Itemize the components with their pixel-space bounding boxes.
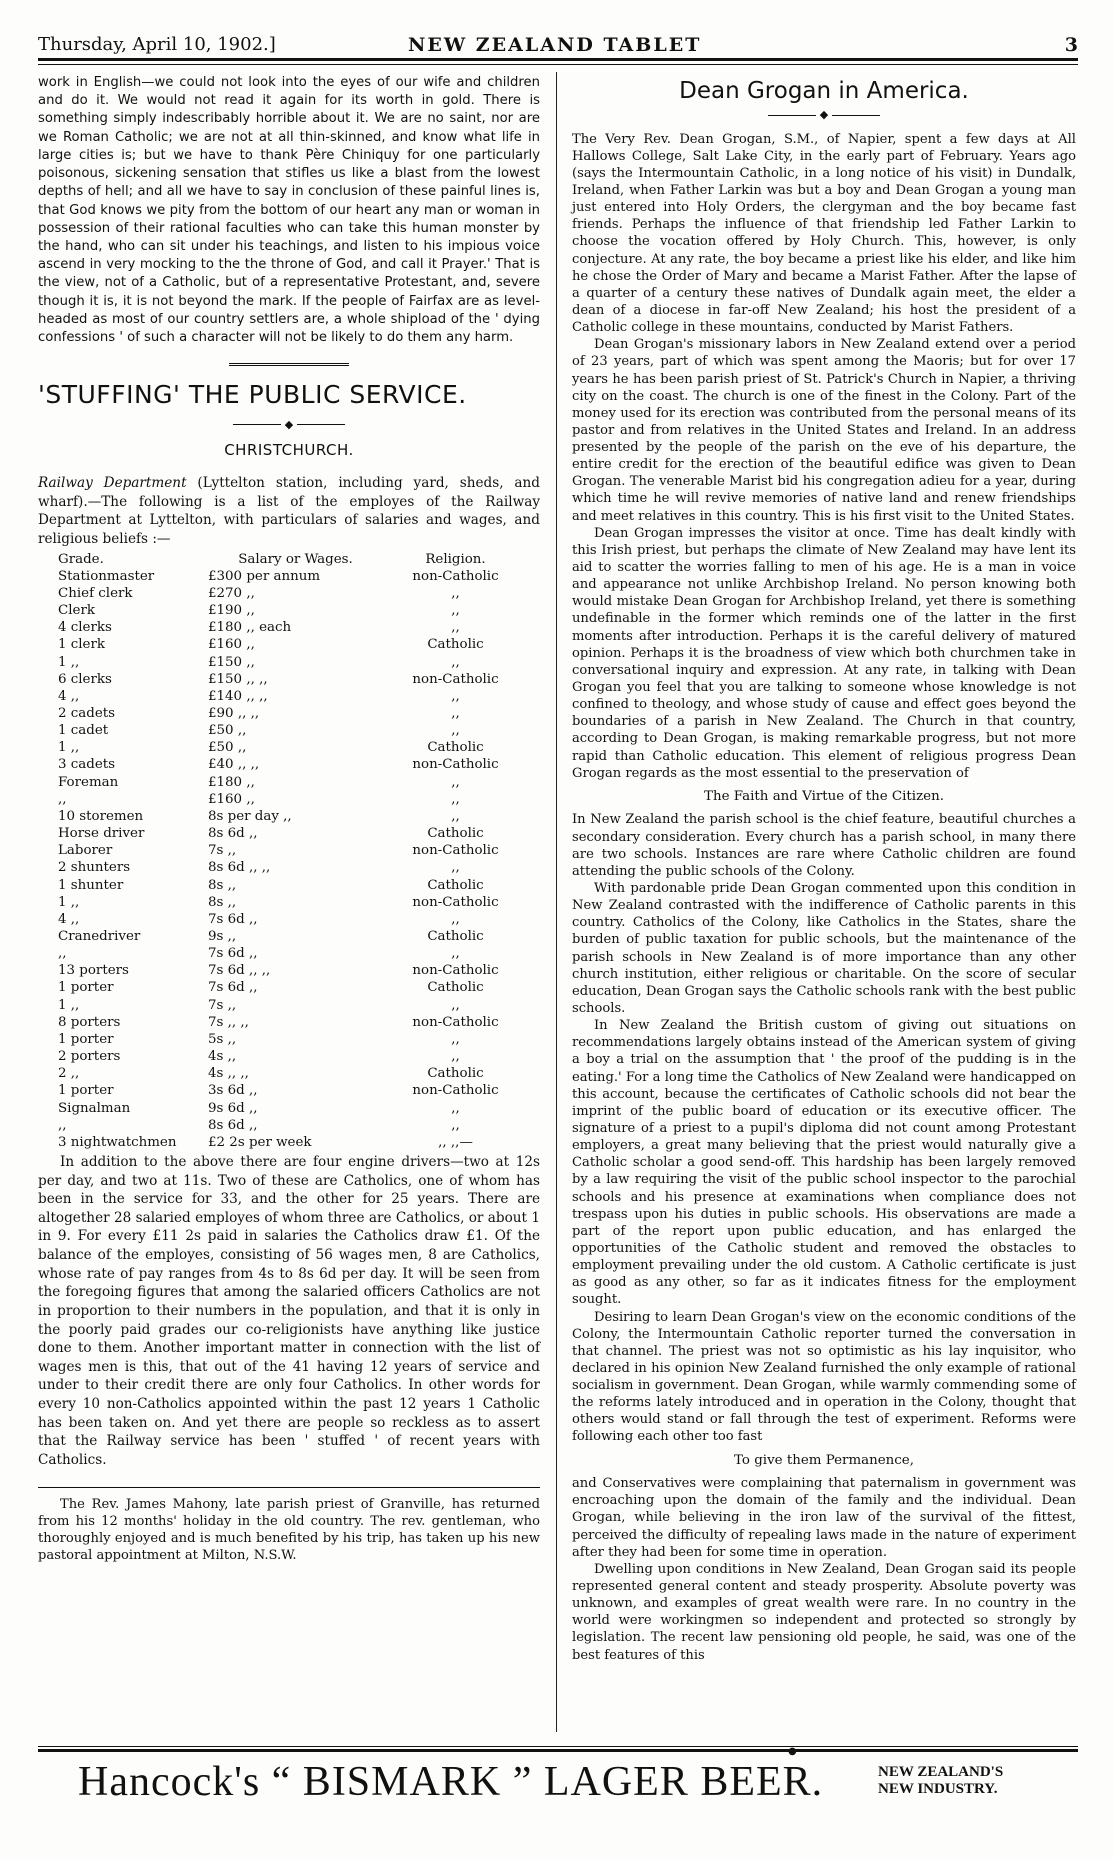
row-grade: 1 shunter: [58, 877, 124, 893]
article-heading-grogan: Dean Grogan in America.: [679, 78, 969, 104]
table-row: [58, 928, 528, 945]
table-row: [58, 979, 528, 996]
row-grade: 1 ,,: [58, 894, 80, 910]
row-religion: ,,: [451, 603, 460, 619]
row-grade: 1 ,,: [58, 654, 80, 670]
row-grade: 1 porter: [58, 1083, 114, 1099]
row-grade: 2 ,,: [58, 1066, 80, 1082]
opening-paragraph: work in English—we could not look into the eyes of our wife and children and do it. We would not read it again for its worth in gold. There is something simply indescribably horrible about it. We are no saint, nor are we Roman Catholic; we are not at all thin-skinned, and know what life in large cities is; but we have to thank Père Chiniquy for one particularly poisonous, sickening sensation that stifles us like a blast from the lowest depths of hell; and all we have to say in conclusion of these painful lines is, that God knows we pity from the bottom of our heart any man or woman in possession of their rational faculties who can take this human monster by the hand, who can sit under his teachings, and listen to his impious voice ascend in very mocking to the the throne of God, and call it Prayer.' That is the view, not of a Catholic, but of a representative Protestant, and, severe though it is, it is not beyond the mark. If the people of Fairfax are as level-headed as most of our country settlers are, a whole shipload of the ' dying confessions ' of such a character will not be likely to do them any harm.: [38, 75, 540, 346]
row-religion: ,,: [451, 688, 460, 704]
row-religion: non-Catholic: [412, 671, 499, 687]
table-row: [58, 568, 528, 585]
table-body: [58, 568, 528, 1151]
row-salary: 4s ,,: [208, 1049, 237, 1065]
row-religion: ,,: [451, 791, 460, 807]
row-grade: 3 cadets: [58, 757, 116, 773]
row-salary: 7s 6d ,,: [208, 980, 258, 996]
mahony-note: The Rev. James Mahony, late parish priest of Granville, has returned from his 12 months' holiday in the old country. The rev. gentleman, who thoroughly enjoyed and is much benefited by his trip, has taken up his new pastoral appointment at Milton, N.S.W.: [38, 1497, 540, 1564]
row-salary: £180 ,,: [208, 774, 255, 790]
table-row: [58, 1031, 528, 1048]
row-grade: 8 porters: [58, 1014, 121, 1030]
row-salary: £90 ,, ,,: [208, 705, 260, 721]
railway-intro: [38, 474, 540, 548]
table-row: [58, 1100, 528, 1117]
row-religion: ,,: [451, 774, 460, 790]
row-grade: 3 nightwatchmen: [58, 1134, 177, 1150]
row-salary: £160 ,,: [208, 791, 255, 807]
grogan-p2: Dean Grogan's missionary labors in New Zealand extend over a period of 23 years, part of which was spent among the Maoris; but for over 17 years he has been parish priest of St. Patrick's Church in Napier, a thriving city on the coast. The church is one of the finest in the Colony. Part of the money used for its erection was contributed from the personal means of its pastor and from relatives in the United States and Ireland. In an address presented by the people of the parish on the eve of his departure, the entire credit for the erection of the beautiful edifice was given to Dean Grogan. The venerable Marist bid his congregation adieu for a year, during which time he will revive memories of native land and renew friendships and meet relatives in this country. This is his first visit to the United States.: [572, 337, 1076, 524]
grogan-p4: In New Zealand the parish school is the chief feature, beautiful churches a secondary consideration. Every church has a parish school, in many there are two schools. Instances are rare where Catholic children are found attending the public schools of the Colony.: [572, 812, 1076, 879]
row-religion: ,,: [451, 946, 460, 962]
row-salary: 4s ,, ,,: [208, 1066, 249, 1082]
row-salary: 7s 6d ,, ,,: [208, 963, 271, 979]
row-salary: £50 ,,: [208, 723, 247, 739]
railway-intro-italic: Railway Department: [38, 475, 187, 492]
row-grade: Stationmaster: [58, 568, 155, 584]
row-salary: 8s 6d ,,: [208, 1117, 258, 1133]
row-grade: 6 clerks: [58, 671, 112, 687]
row-religion: non-Catholic: [412, 568, 499, 584]
table-row: [58, 636, 528, 653]
row-religion: Catholic: [427, 877, 484, 893]
row-salary: £160 ,,: [208, 637, 255, 653]
left-column: [38, 74, 540, 1564]
row-grade: Chief clerk: [58, 585, 133, 601]
row-salary: £180 ,, each: [208, 620, 292, 636]
row-grade: 10 storemen: [58, 808, 144, 824]
row-grade: Clerk: [58, 603, 95, 619]
row-religion: Catholic: [427, 1066, 484, 1082]
header-grade: Grade.: [58, 551, 104, 567]
right-column: [572, 74, 1076, 1664]
article-subheading-christchurch: CHRISTCHURCH.: [224, 440, 354, 459]
grogan-subhead-permanence: To give them Permanence,: [734, 1452, 914, 1468]
row-religion: non-Catholic: [412, 1083, 499, 1099]
column-divider: [556, 72, 557, 1732]
row-religion: Catholic: [427, 637, 484, 653]
grogan-p5: With pardonable pride Dean Grogan commented upon this condition in New Zealand contrasted with the indifference of Catholic parents in this country. Catholics of the Colony, like Catholics in the States, share the burden of public taxation for public schools, but the maintenance of the parish schools in New Zealand is of more importance than any other church institution, either religious or charitable. On the score of secular education, Dean Grogan says the Catholic schools rank with the best public schools.: [572, 880, 1076, 1016]
row-salary: £270 ,,: [208, 585, 255, 601]
after-table-paragraph: In addition to the above there are four engine drivers—two at 12s per day, and two at 11s. Two of these are Catholics, one of whom has been in the service for 33, and the other for 25 years. There are altogether 28 salaried employes of whom three are Catholics, or about 1 in 9. For every £11 2s paid in salaries the Catholics draw £1. Of the balance of the employes, consisting of 56 wages men, 8 are Catholics, whose rate of pay ranges from 4s to 8s 6d per day. It will be seen from the foregoing figures that among the salaried officers Catholics are not in proportion to their numbers in the population, and that it is only in the poorly paid grades our co-religionists have anything like justice done to them. Another important matter in connection with the list of wages men is this, that out of the 41 having 12 years of service and under to their credit there are only four Catholics. In other words for every 10 non-Catholics appointed within the past 12 years 1 Catholic has been taken on. And yet there are people so reckless as to assert that the Railway service has been ' stuffed ' of recent years with Catholics.: [38, 1154, 540, 1468]
grogan-p8: and Conservatives were complaining that paternalism in government was encroaching upon the domain of the family and the individual. Dean Grogan, while believing in the iron law of the survival of the fittest, perceived the difficulty of repealing laws made in the nature of experiment after they had been for some time in operation.: [572, 1476, 1076, 1560]
advert-tagline-2: NEW INDUSTRY.: [878, 1781, 998, 1798]
row-grade: Signalman: [58, 1100, 131, 1116]
grogan-p3: Dean Grogan impresses the visitor at once. Time has dealt kindly with this Irish priest, but perhaps the climate of New Zealand may have lent its aid to scatter the worries falling to men of his age. He is a man in voice and appearance not unlike Archbishop Ireland. No person knowing both would mistake Dean Grogan for Archbishop Ireland, yet there is something undefinable in the former which reminds one of the latter in the first moments after introduction. Perhaps it is the careful delivery of matured opinion. Perhaps it is the broadness of view which both churchmen take in conversational inquiry and expression. At any rate, in talking with Dean Grogan you feel that you are talking to someone whose knowledge is not confined to theology, and whose study of cause and effect goes beyond the boundaries of a parish in New Zealand. The Church in that country, according to Dean Grogan, is making remarkable progress, but not more rapid than Catholic education. This element of religious progress Dean Grogan regards as the most essential to the preservation of: [572, 525, 1076, 781]
row-religion: ,,: [451, 911, 460, 927]
row-religion: non-Catholic: [412, 963, 499, 979]
row-grade: Laborer: [58, 843, 113, 859]
row-salary: 8s per day ,,: [208, 808, 292, 824]
row-salary: £40 ,, ,,: [208, 757, 260, 773]
table-row: [58, 791, 528, 808]
bullet-mark: ●: [788, 1746, 797, 1757]
row-salary: 8s ,,: [208, 894, 237, 910]
table-row: [58, 808, 528, 825]
table-row: [58, 945, 528, 962]
table-row: [58, 1117, 528, 1134]
table-row: [58, 739, 528, 756]
advert-rule-thick: [38, 1749, 1078, 1752]
row-religion: ,,: [451, 723, 460, 739]
row-religion: ,,: [451, 585, 460, 601]
issue-date: Thursday, April 10, 1902.]: [38, 34, 276, 55]
row-religion: Catholic: [427, 980, 484, 996]
header-religion: Religion.: [425, 551, 486, 567]
table-row: [58, 619, 528, 636]
row-religion: non-Catholic: [412, 1014, 499, 1030]
row-grade: 1 clerk: [58, 637, 105, 653]
row-religion: ,,: [451, 1117, 460, 1133]
row-salary: 7s ,,: [208, 997, 237, 1013]
row-grade: 2 porters: [58, 1049, 121, 1065]
row-salary: £300 per annum: [208, 568, 321, 584]
row-salary: £2 2s per week: [208, 1134, 312, 1150]
row-salary: 7s ,,: [208, 843, 237, 859]
row-grade: 2 cadets: [58, 705, 116, 721]
row-religion: ,,: [451, 997, 460, 1013]
row-salary: £150 ,, ,,: [208, 671, 268, 687]
section-rule: [229, 363, 349, 366]
employee-table: [58, 551, 528, 1151]
row-religion: ,,: [451, 808, 460, 824]
row-salary: 9s ,,: [208, 929, 237, 945]
row-salary: 9s 6d ,,: [208, 1100, 258, 1116]
row-religion: non-Catholic: [412, 757, 499, 773]
advert-tagline-1: NEW ZEALAND'S: [878, 1764, 1004, 1780]
table-row: [58, 1065, 528, 1082]
row-salary: 5s ,,: [208, 1031, 237, 1047]
newspaper-title: NEW ZEALAND TABLET: [408, 34, 702, 56]
row-grade: 1 ,,: [58, 740, 80, 756]
row-religion: ,,: [451, 654, 460, 670]
header-salary: Salary or Wages.: [238, 551, 353, 567]
row-salary: 8s ,,: [208, 877, 237, 893]
row-grade: Cranedriver: [58, 929, 141, 945]
row-religion: non-Catholic: [412, 894, 499, 910]
grogan-p9: Dwelling upon conditions in New Zealand, Dean Grogan said its people represented general content and steady prosperity. Absolute poverty was unknown, and examples of great wealth were rare. In no country in the world were workingmen so independent and protected so strongly by legislation. The recent law pensioning old people, he said, was one of the best features of this: [572, 1561, 1076, 1663]
row-salary: 8s 6d ,, ,,: [208, 860, 271, 876]
row-grade: 4 ,,: [58, 911, 80, 927]
row-grade: 1 cadet: [58, 723, 109, 739]
row-religion: Catholic: [427, 826, 484, 842]
masthead-rule-thin: [38, 64, 1078, 65]
row-religion: ,,: [451, 860, 460, 876]
row-religion: non-Catholic: [412, 843, 499, 859]
masthead-rule: [38, 58, 1078, 61]
row-grade: ,,: [58, 1117, 67, 1133]
page-number: 3: [1064, 34, 1078, 56]
row-religion: ,,: [451, 705, 460, 721]
row-salary: £140 ,, ,,: [208, 688, 268, 704]
grogan-subhead-faith: The Faith and Virtue of the Citizen.: [704, 788, 944, 804]
row-grade: 4 clerks: [58, 620, 112, 636]
advert-tagline: [878, 1764, 1003, 1799]
railway-intro-text: (Lyttelton station, including yard, sheds, and wharf).—The following is a list of the employes of the Railway Department at Lyttelton, with particulars of salaries and wages, and religious beliefs :—: [38, 475, 540, 547]
table-row: [58, 654, 528, 671]
table-row: [58, 756, 528, 773]
grogan-p1: The Very Rev. Dean Grogan, S.M., of Napier, spent a few days at All Hallows College, Salt Lake City, in the early part of February. Years ago (says the Intermountain Catholic, in a long notice of his visit) in Dundalk, Ireland, when Father Larkin was but a boy and Dean Grogan a young man just entered into Holy Orders, the clergyman and the boy became fast friends. Perhaps the influence of that friendship led Father Larkin to choose the vocation offered by Holy Church. This, however, is only conjecture. At any rate, the boy became a priest like his elder, and like him he chose the Order of Mary and became a Marist Father. After the lapse of a quarter of a century these natives of Dundalk again meet, the elder a dean of a diocese in far-off New Zealand; his host the president of a Catholic college in these mountains, conducted by Marist Fathers.: [572, 131, 1076, 336]
table-row: [58, 894, 528, 911]
row-grade: ,,: [58, 946, 67, 962]
row-religion: Catholic: [427, 929, 484, 945]
table-row: [58, 825, 528, 842]
table-row: [58, 877, 528, 894]
ornament-divider: ◆: [38, 417, 540, 432]
row-grade: 2 shunters: [58, 860, 131, 876]
row-salary: 7s ,, ,,: [208, 1014, 249, 1030]
table-row: [58, 1134, 528, 1151]
row-salary: £190 ,,: [208, 603, 255, 619]
table-header-row: [58, 551, 528, 568]
row-salary: £50 ,,: [208, 740, 247, 756]
row-salary: 7s 6d ,,: [208, 911, 258, 927]
row-grade: Foreman: [58, 774, 119, 790]
row-grade: 13 porters: [58, 963, 129, 979]
table-row: [58, 911, 528, 928]
table-row: [58, 688, 528, 705]
row-salary: 7s 6d ,,: [208, 946, 258, 962]
row-religion: ,,: [451, 1031, 460, 1047]
table-row: [58, 671, 528, 688]
row-grade: Horse driver: [58, 826, 145, 842]
table-row: [58, 997, 528, 1014]
row-religion: ,, ,,—: [438, 1134, 473, 1150]
table-row: [58, 774, 528, 791]
table-row: [58, 602, 528, 619]
advert-rule: [38, 1746, 1078, 1747]
row-salary: 8s 6d ,,: [208, 826, 258, 842]
table-row: [58, 1014, 528, 1031]
row-salary: 3s 6d ,,: [208, 1083, 258, 1099]
table-row: [58, 859, 528, 876]
row-grade: 1 porter: [58, 980, 114, 996]
row-grade: ,,: [58, 791, 67, 807]
table-row: [58, 585, 528, 602]
row-grade: 1 porter: [58, 1031, 114, 1047]
table-row: [58, 962, 528, 979]
row-salary: £150 ,,: [208, 654, 255, 670]
advert-main-text: Hancock's “ BISMARK ” LAGER BEER.: [78, 1759, 824, 1805]
table-row: [58, 842, 528, 859]
row-religion: ,,: [451, 620, 460, 636]
row-grade: 1 ,,: [58, 997, 80, 1013]
row-grade: 4 ,,: [58, 688, 80, 704]
table-row: [58, 1048, 528, 1065]
article-heading-stuffing: 'STUFFING' THE PUBLIC SERVICE.: [38, 380, 467, 410]
table-row: [58, 705, 528, 722]
row-religion: ,,: [451, 1100, 460, 1116]
note-separator: [38, 1487, 540, 1488]
ornament-divider-right: ◆: [572, 108, 1076, 122]
table-row: [58, 722, 528, 739]
grogan-p7: Desiring to learn Dean Grogan's view on the economic conditions of the Colony, the Intermountain Catholic reporter turned the conversation in that channel. The priest was not so optimistic as his lay inquisitor, who declared in his opinion New Zealand furnished the only example of rational socialism in government. Dean Grogan, while warmly commending some of the reforms lately introduced and in operation in the Colony, thought that others would stand or fall through the test of experiment. Reforms were following each other too fast: [572, 1309, 1076, 1445]
table-row: [58, 1082, 528, 1099]
row-religion: ,,: [451, 1049, 460, 1065]
row-religion: Catholic: [427, 740, 484, 756]
grogan-p6: In New Zealand the British custom of giving out situations on recommendations largely obtains instead of the American system of giving a boy a trial on the assumption that ' the proof of the pudding is in the eating.' For a long time the Catholics of New Zealand were handicapped on this account, because the certificates of Catholic schools did not bear the imprint of the public board of education or its executive officer. The signature of a priest to a pupil's diploma did not count among Protestant employers, a great many believing that the priest would naturally give a Catholic scholar a good send-off. This hardship has been largely removed by a law requiring the visit of the public school inspector to the parochial schools and his presence at examinations when compliance does not trespass upon his duties in public schools. His observations are made a part of the report upon public education, and has enlarged the opportunities of the Catholic student and removed the obstacles to employment prevailing under the old custom. A Catholic certificate is just as good as any other, so far as it indicates fitness for the employment sought.: [572, 1018, 1076, 1308]
bismark-advert: [38, 1758, 1078, 1828]
